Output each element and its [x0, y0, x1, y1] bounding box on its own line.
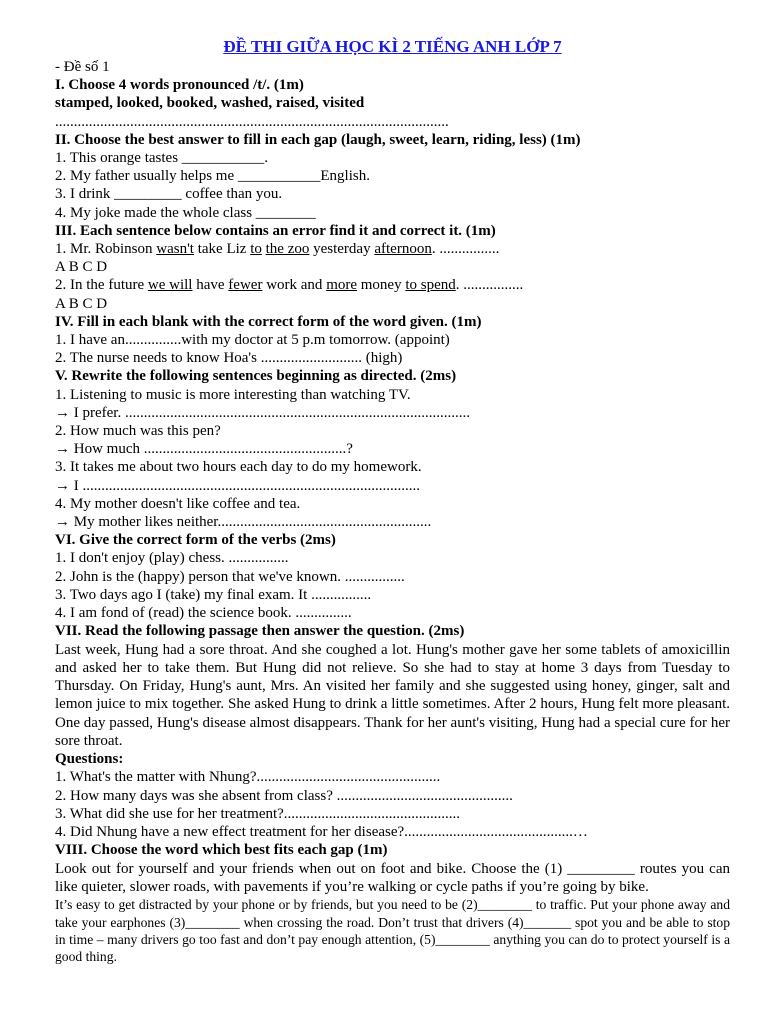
cloze-paragraph-1: Look out for yourself and your friends when out on foot and bike. Choose the (1) _________ routes you can like quieter, slower roads, with pavements if you’re walking or cycle paths if you’re going by bike.: [55, 860, 730, 895]
section-5-item: 3. It takes me about two hours each day to do my homework.: [55, 459, 422, 476]
section-5-item: → I prefer. ............................................................................................: [55, 404, 470, 421]
question-item: 2. How many days was she absent from class? ...............................................: [55, 787, 513, 804]
section-5-item: 2. How much was this pen?: [55, 423, 221, 440]
section-2-item: 1. This orange tastes ___________.: [55, 150, 269, 167]
section-3-heading: III. Each sentence below contains an error find it and correct it. (1m): [55, 222, 496, 239]
section-3-options-2: A B C D: [55, 295, 108, 312]
section-4-heading: IV. Fill in each blank with the correct form of the word given. (1m): [55, 313, 482, 330]
section-5-item: → I ..........................................................................................: [55, 477, 420, 494]
cloze-paragraph-2: It’s easy to get distracted by your phone or by friends, but you need to be (2)________ to traffic. Put your phone away and take your earphones (3)________ when crossing the road. Don’t trust that drivers (4)_______ spot you and be able to stop in time – many drivers go too fast and don’t pay enough attention, (5)________ anything you can do to protect yourself is a good thing.: [55, 897, 730, 965]
section-7-heading: VII. Read the following passage then answer the question. (2ms): [55, 623, 465, 640]
questions-label: Questions:: [55, 751, 124, 768]
section-3-question-1: 1. Mr. Robinson wasn't take Liz to the zoo yesterday afternoon. ................: [55, 241, 500, 258]
section-2-heading: II. Choose the best answer to fill in each gap (laugh, sweet, learn, riding, less) (1m): [55, 131, 581, 148]
section-4-item: 2. The nurse needs to know Hoa's ........................... (high): [55, 350, 403, 367]
section-2-item: 2. My father usually helps me ___________English.: [55, 168, 370, 185]
section-5-item: → My mother likes neither.........................................................: [55, 514, 432, 531]
section-1-answer-line: .........................................................................................................: [55, 113, 449, 130]
section-5-heading: V. Rewrite the following sentences beginning as directed. (2ms): [55, 368, 457, 385]
section-6-item: 2. John is the (happy) person that we've known. ................: [55, 568, 405, 585]
section-4-item: 1. I have an...............with my doctor at 5 p.m tomorrow. (appoint): [55, 332, 450, 349]
section-6-item: 3. Two days ago I (take) my final exam. It ................: [55, 586, 372, 603]
section-5-item: → How much ......................................................?: [55, 441, 353, 458]
page-title: ĐỀ THI GIỮA HỌC KÌ 2 TIẾNG ANH LỚP 7: [223, 37, 562, 56]
section-2-item: 3. I drink _________ coffee than you.: [55, 186, 283, 203]
question-item: 3. What did she use for her treatment?...............................................: [55, 805, 461, 822]
section-3-question-2: 2. In the future we will have fewer work and more money to spend. ................: [55, 277, 524, 294]
question-item: 4. Did Nhung have a new effect treatment for her disease?.............................................…: [55, 824, 588, 841]
section-6-heading: VI. Give the correct form of the verbs (2ms): [55, 532, 336, 549]
exam-number: - Đề số 1: [55, 59, 110, 75]
document-page: [55, 36, 730, 966]
section-1-heading: I. Choose 4 words pronounced /t/. (1m): [55, 77, 304, 94]
section-6-item: 4. I am fond of (read) the science book. ...............: [55, 605, 352, 622]
section-5-item: 1. Listening to music is more interesting than watching TV.: [55, 386, 411, 403]
section-1-words: stamped, looked, booked, washed, raised, visited: [55, 95, 365, 112]
section-6-item: 1. I don't enjoy (play) chess. ................: [55, 550, 289, 567]
section-5-item: 4. My mother doesn't like coffee and tea.: [55, 495, 301, 512]
section-8-heading: VIII. Choose the word which best fits each gap (1m): [55, 842, 388, 859]
section-3-options-1: A B C D: [55, 259, 108, 276]
question-item: 1. What's the matter with Nhung?.................................................: [55, 769, 441, 786]
section-2-item: 4. My joke made the whole class ________: [55, 204, 316, 221]
reading-passage: Last week, Hung had a sore throat. And she coughed a lot. Hung's mother gave her some tablets of amoxicillin and asked her to take them. But Hung did not relieve. So she had to stay at home 3 days from Tuesday to Thursday. On Friday, Hung's aunt, Mrs. An visited her family and she suggested using honey, ginger, salt and lemon juice to mix together. She asked Hung to drink a little sometimes. After 2 hours, Hung felt more pleasant. One day passed, Hung's disease almost disappears. Thank for her aunt's visiting, Hung had a special cure for her sore throat.: [55, 641, 730, 749]
